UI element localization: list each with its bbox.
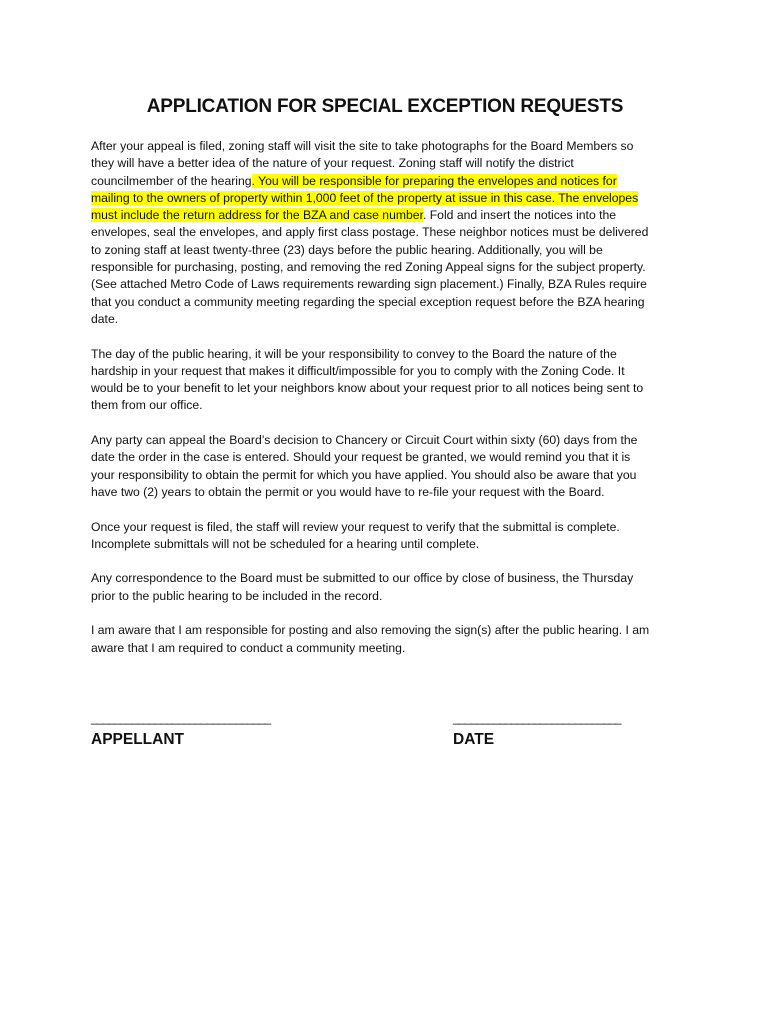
appellant-label: APPELLANT <box>91 731 184 748</box>
paragraph-text: After your appeal is filed, zoning staff will visit the site to take photographs for the Board Members so they will have a better idea of the nature of your request. Zoning staff will notify the district councilmember of the hearing <box>91 139 634 188</box>
paragraph-correspondence: Any correspondence to the Board must be submitted to our office by close of business, the Thursday prior to the public hearing to be included in the record. <box>91 571 634 603</box>
document-body <box>91 138 651 674</box>
paragraph-text: . Fold and insert the notices into the envelopes, seal the envelopes, and apply first class postage. These neighbor notices must be delivered to zoning staff at least twenty-three (23) days before the public hearing. Additionally, you will be responsible for purchasing, posting, and removing the red Zoning Appeal signs for the subject property. (See attached Metro Code of Laws requirements rewarding sign placement.) Finally, BZA Rules require that you conduct a community meeting regarding the special exception request before the BZA hearing date. <box>91 208 649 326</box>
highlighted-text: You will be responsible for preparing the envelopes and notices for mailing to the owners of property within 1,000 feet of the property at issue in this case. The envelopes must include the return address for the BZA and case number <box>91 173 639 223</box>
paragraph-appeal-process <box>91 138 651 328</box>
page-title: APPLICATION FOR SPECIAL EXCEPTION REQUESTS <box>146 96 624 117</box>
appellant-signature-line[interactable]: _______________________________ <box>91 711 271 725</box>
paragraph-submittal-review: Once your request is filed, the staff will review your request to verify that the submittal is complete. Incomplete submittals will not be scheduled for a hearing until complete. <box>91 519 620 551</box>
paragraph-acknowledgement: I am aware that I am responsible for posting and also removing the sign(s) after the public hearing. I am aware that I am required to conduct a community meeting. <box>91 623 650 655</box>
date-signature-line[interactable]: _____________________________ <box>453 711 621 725</box>
paragraph-public-hearing: The day of the public hearing, it will be your responsibility to convey to the Board the nature of the hardship in your request that makes it difficult/impossible for you to comply with the Zoning Code. It would be to your benefit to let your neighbors know about your request prior to all notices being sent to them from our office. <box>91 346 644 413</box>
highlighted-punctuation: . <box>251 173 255 188</box>
date-label: DATE <box>453 731 495 748</box>
paragraph-appeal-court: Any party can appeal the Board’s decision to Chancery or Circuit Court within sixty (60) days from the date the order in the case is entered. Should your request be granted, we would remind you that it is your responsibility to obtain the permit for which you have applied. You should also be aware that you have two (2) years to obtain the permit or you would have to re-file your request with the Board. <box>91 433 638 499</box>
